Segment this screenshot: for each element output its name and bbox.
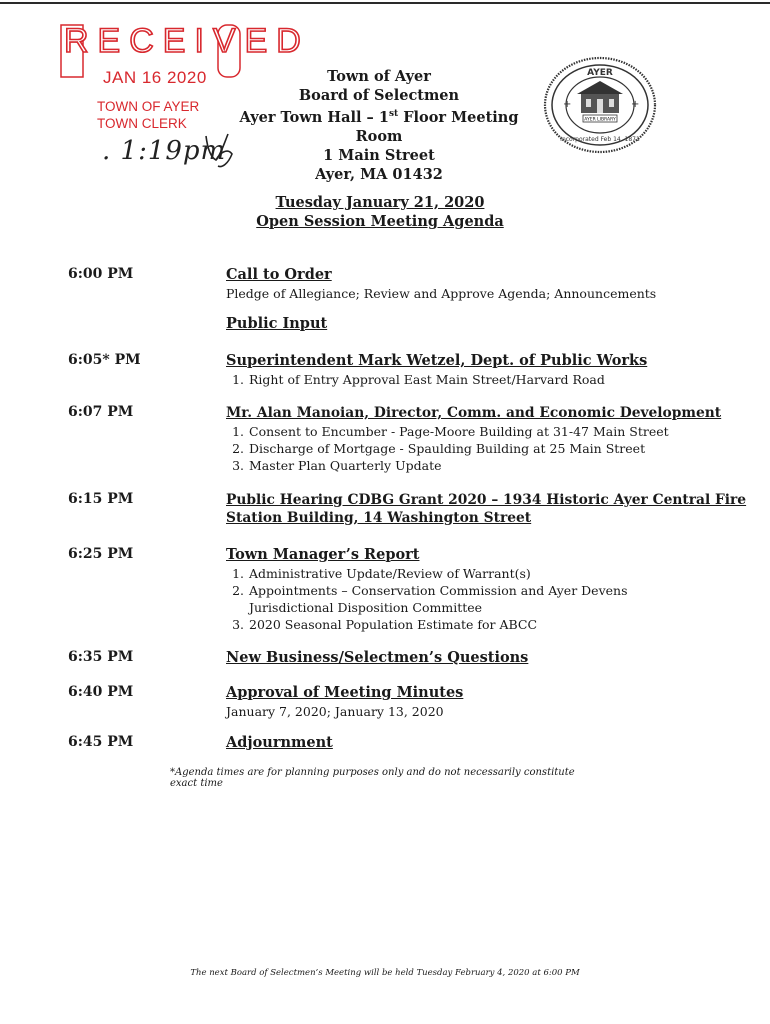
svg-text:+: + bbox=[631, 99, 640, 110]
agenda-footnote: *Agenda times are for planning purposes only and do not necessarily constitute exact time bbox=[170, 767, 575, 789]
agenda-sub-item: 2. Appointments – Conservation Commission and Ayer Devens Jurisdictional Disposition Committee bbox=[248, 582, 696, 616]
agenda-item-detail: Pledge of Allegiance; Review and Approve Agenda; Announcements bbox=[226, 286, 657, 301]
seal-inner-text: AYER LIBRARY bbox=[584, 117, 616, 123]
stamp-handwritten-time: . 1:19pm bbox=[102, 136, 227, 166]
header-town: Town of Ayer bbox=[327, 68, 431, 85]
agenda-sub-list bbox=[226, 423, 706, 474]
header-location: Ayer Town Hall – 1st Floor Meeting Room bbox=[239, 108, 519, 145]
agenda-time: 6:00 PM bbox=[68, 266, 134, 282]
stamp-town bbox=[97, 98, 247, 132]
seal-top-text: AYER bbox=[587, 68, 613, 78]
seal-bottom-text: Incorporated Feb 14, 1871 bbox=[560, 136, 640, 143]
agenda-item-title: Town Manager’s Report bbox=[226, 546, 420, 563]
stamp-date: JAN 16 2020 bbox=[103, 68, 207, 87]
received-stamp bbox=[60, 22, 310, 182]
agenda-sub-item: 3. 2020 Seasonal Population Estimate for ABCC bbox=[248, 616, 696, 633]
agenda-time: 6:25 PM bbox=[68, 546, 134, 562]
agenda-sub-list bbox=[226, 371, 696, 388]
agenda-item-title: Mr. Alan Manoian, Director, Comm. and Economic Development bbox=[226, 405, 722, 421]
agenda-time: 6:40 PM bbox=[68, 684, 134, 700]
stamp-received-text: RECEIVED bbox=[64, 22, 310, 60]
agenda-item-title: Superintendent Mark Wetzel, Dept. of Public Works bbox=[226, 352, 648, 369]
agenda-time: 6:05* PM bbox=[68, 352, 141, 368]
agenda-time: 6:35 PM bbox=[68, 649, 134, 665]
handwritten-initials-icon bbox=[198, 130, 238, 170]
agenda-item-detail: January 7, 2020; January 13, 2020 bbox=[226, 704, 444, 719]
agenda-sub-item: 1. Consent to Encumber - Page-Moore Building at 31-47 Main Street bbox=[248, 423, 706, 440]
svg-text:+: + bbox=[563, 99, 572, 110]
agenda-item-title-line2: Station Building, 14 Washington Street bbox=[226, 510, 532, 526]
agenda-sub-item: 2. Discharge of Mortgage - Spaulding Building at 25 Main Street bbox=[248, 440, 706, 457]
header-city: Ayer, MA 01432 bbox=[315, 165, 443, 183]
board-header bbox=[236, 67, 522, 184]
agenda-item-title: Approval of Meeting Minutes bbox=[226, 684, 464, 701]
top-border-line bbox=[0, 2, 770, 4]
agenda-item-title: Call to Order bbox=[226, 266, 332, 283]
agenda-time: 6:07 PM bbox=[68, 404, 134, 420]
agenda-sub-item: 3. Master Plan Quarterly Update bbox=[248, 457, 706, 474]
header-street: 1 Main Street bbox=[323, 146, 435, 164]
meeting-subtitle: Open Session Meeting Agenda bbox=[256, 213, 504, 230]
meeting-title bbox=[220, 193, 540, 231]
agenda-time: 6:15 PM bbox=[68, 491, 134, 507]
agenda-sub-item: 1. Right of Entry Approval East Main Street/Harvard Road bbox=[248, 371, 696, 388]
agenda-time: 6:45 PM bbox=[68, 734, 134, 750]
agenda-item-title: New Business/Selectmen’s Questions bbox=[226, 649, 529, 666]
agenda-item-title: Public Input bbox=[226, 315, 328, 332]
agenda-sub-list bbox=[226, 565, 696, 633]
agenda-item-title-line1: Public Hearing CDBG Grant 2020 – 1934 Historic Ayer Central Fire bbox=[226, 492, 747, 508]
header-board: Board of Selectmen bbox=[298, 87, 460, 104]
stamp-town-line2: TOWN CLERK bbox=[97, 116, 187, 131]
page-footer: The next Board of Selectmen’s Meeting will be held Tuesday February 4, 2020 at 6:00 PM bbox=[190, 968, 580, 978]
meeting-date: Tuesday January 21, 2020 bbox=[275, 194, 485, 211]
agenda-sub-item: 1. Administrative Update/Review of Warrant(s) bbox=[248, 565, 696, 582]
agenda-item-title: Adjournment bbox=[226, 734, 333, 751]
town-seal-icon bbox=[543, 55, 658, 155]
stamp-town-line1: TOWN OF AYER bbox=[97, 99, 200, 114]
